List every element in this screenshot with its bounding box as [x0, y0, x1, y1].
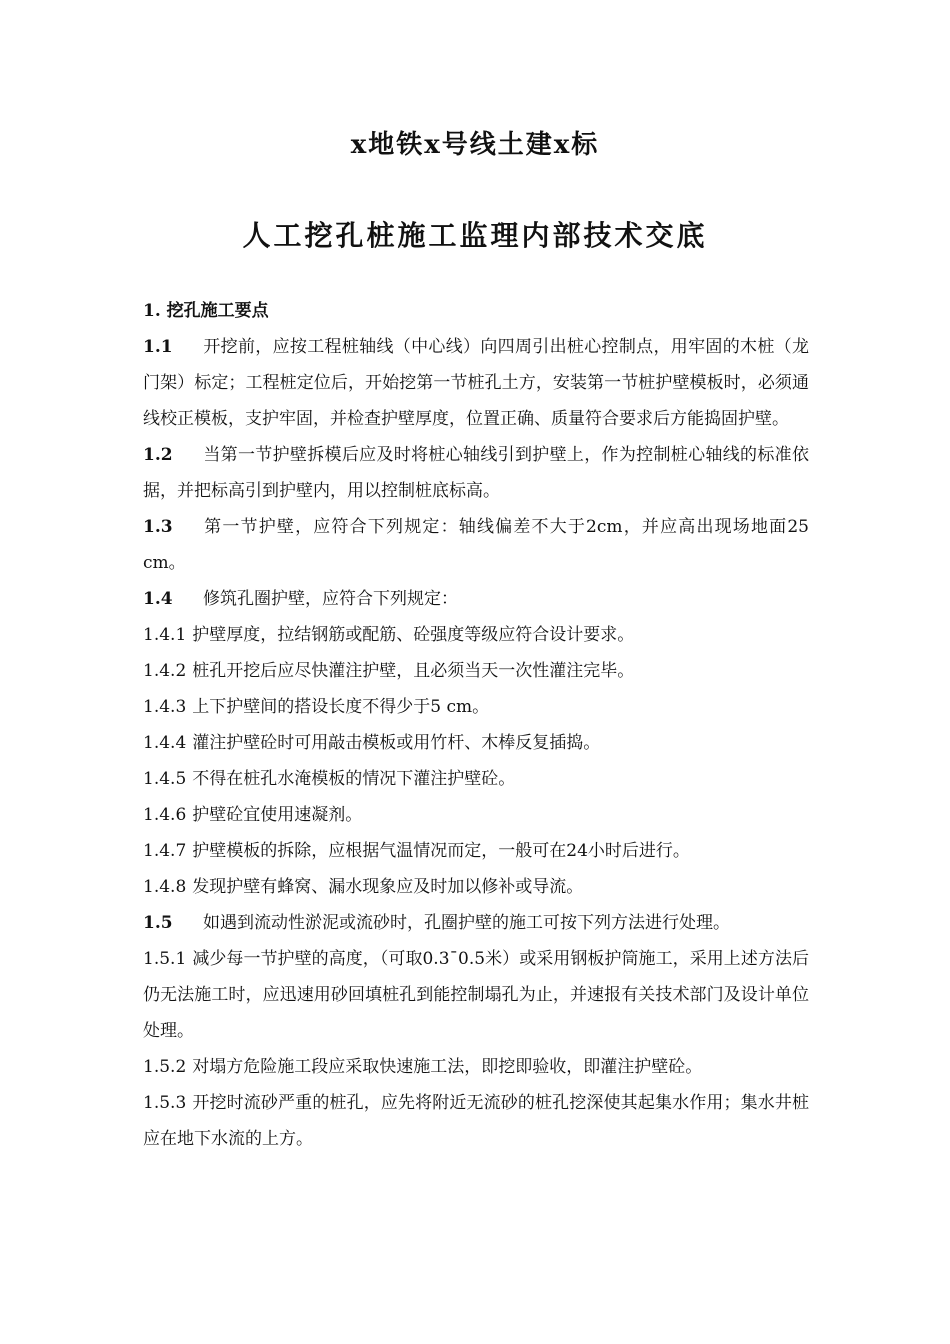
clause-text: 对塌方危险施工段应采取快速施工法，即挖即验收，即灌注护壁砼。	[192, 1057, 703, 1077]
clause-1-4-1	[143, 617, 809, 653]
clause-text: 护壁模板的拆除，应根据气温情况而定，一般可在24小时后进行。	[192, 841, 690, 861]
clause-number: 1.5.2	[143, 1057, 187, 1077]
clause-1-4-4	[143, 725, 809, 761]
clause-text: 第一节护壁，应符合下列规定：轴线偏差不大于2cm，并应高出现场地面25 cm。	[143, 517, 809, 573]
clause-number: 1.4	[143, 589, 173, 609]
clause-text: 桩孔开挖后应尽快灌注护壁，且必须当天一次性灌注完毕。	[192, 661, 635, 681]
clause-number: 1.4.7	[143, 841, 187, 861]
clause-1-5	[143, 905, 809, 941]
clause-1-4-3	[143, 689, 809, 725]
clause-number: 1.4.2	[143, 661, 187, 681]
clause-1-4-5	[143, 761, 809, 797]
clause-text: 护壁厚度，拉结钢筋或配筋、砼强度等级应符合设计要求。	[192, 625, 635, 645]
clause-1-5-3	[143, 1085, 809, 1157]
clause-text: 减少每一节护壁的高度，（可取0.3ˉ0.5米）或采用钢板护筒施工，采用上述方法后仍无法施工时，应迅速用砂回填桩孔到能控制塌孔为止，并速报有关技术部门及设计单位处理。	[143, 949, 809, 1041]
clause-text: 不得在桩孔水淹模板的情况下灌注护壁砼。	[192, 769, 516, 789]
clause-number: 1.4.6	[143, 805, 187, 825]
clause-number: 1.4.5	[143, 769, 187, 789]
clause-number: 1.5.3	[143, 1093, 187, 1113]
clause-number: 1.5	[143, 913, 173, 933]
clause-1-2	[143, 437, 809, 509]
clause-1-5-2	[143, 1049, 809, 1085]
clause-number: 1.4.8	[143, 877, 187, 897]
section-heading: 1. 挖孔施工要点	[143, 301, 269, 321]
clause-number: 1.5.1	[143, 949, 187, 969]
clause-text: 发现护壁有蜂窝、漏水现象应及时加以修补或导流。	[192, 877, 584, 897]
clause-text: 如遇到流动性淤泥或流砂时，孔圈护壁的施工可按下列方法进行处理。	[203, 913, 730, 933]
clause-1-4	[143, 581, 809, 617]
clause-text: 灌注护壁砼时可用敲击模板或用竹杆、木棒反复插捣。	[192, 733, 601, 753]
clause-text: 修筑孔圈护壁，应符合下列规定：	[203, 589, 458, 609]
clause-text: 护壁砼宜使用速凝剂。	[192, 805, 363, 825]
clause-1-5-1	[143, 941, 809, 1049]
clause-text: 开挖前，应按工程桩轴线（中心线）向四周引出桩心控制点，用牢固的木桩（龙门架）标定；工程桩定位后，开始挖第一节桩孔土方，安装第一节桩护壁模板时，必须通线校正模板，支护牢固，并检查护壁厚度，位置正确、质量符合要求后方能捣固护壁。	[143, 337, 809, 429]
document-title: x地铁x号线土建x标	[350, 130, 600, 160]
document-subtitle: 人工挖孔桩施工监理内部技术交底	[242, 219, 708, 252]
clause-1-4-2	[143, 653, 809, 689]
clause-text: 当第一节护壁拆模后应及时将桩心轴线引到护壁上，作为控制桩心轴线的标准依据，并把标高引到护壁内，用以控制桩底标高。	[143, 445, 809, 501]
clause-text: 上下护壁间的搭设长度不得少于5 cm。	[192, 697, 490, 717]
clause-number: 1.4.4	[143, 733, 187, 753]
clause-1-4-7	[143, 833, 809, 869]
clause-1-4-6	[143, 797, 809, 833]
clause-number: 1.2	[143, 445, 173, 465]
clause-number: 1.1	[143, 337, 173, 357]
clause-1-3	[143, 509, 809, 581]
document-body	[143, 293, 809, 1157]
clause-number: 1.4.3	[143, 697, 187, 717]
clause-1-1	[143, 329, 809, 437]
clause-number: 1.4.1	[143, 625, 187, 645]
clause-text: 开挖时流砂严重的桩孔，应先将附近无流砂的桩孔挖深使其起集水作用；集水井桩应在地下水流的上方。	[143, 1093, 809, 1149]
clause-1-4-8	[143, 869, 809, 905]
clause-number: 1.3	[143, 517, 173, 537]
